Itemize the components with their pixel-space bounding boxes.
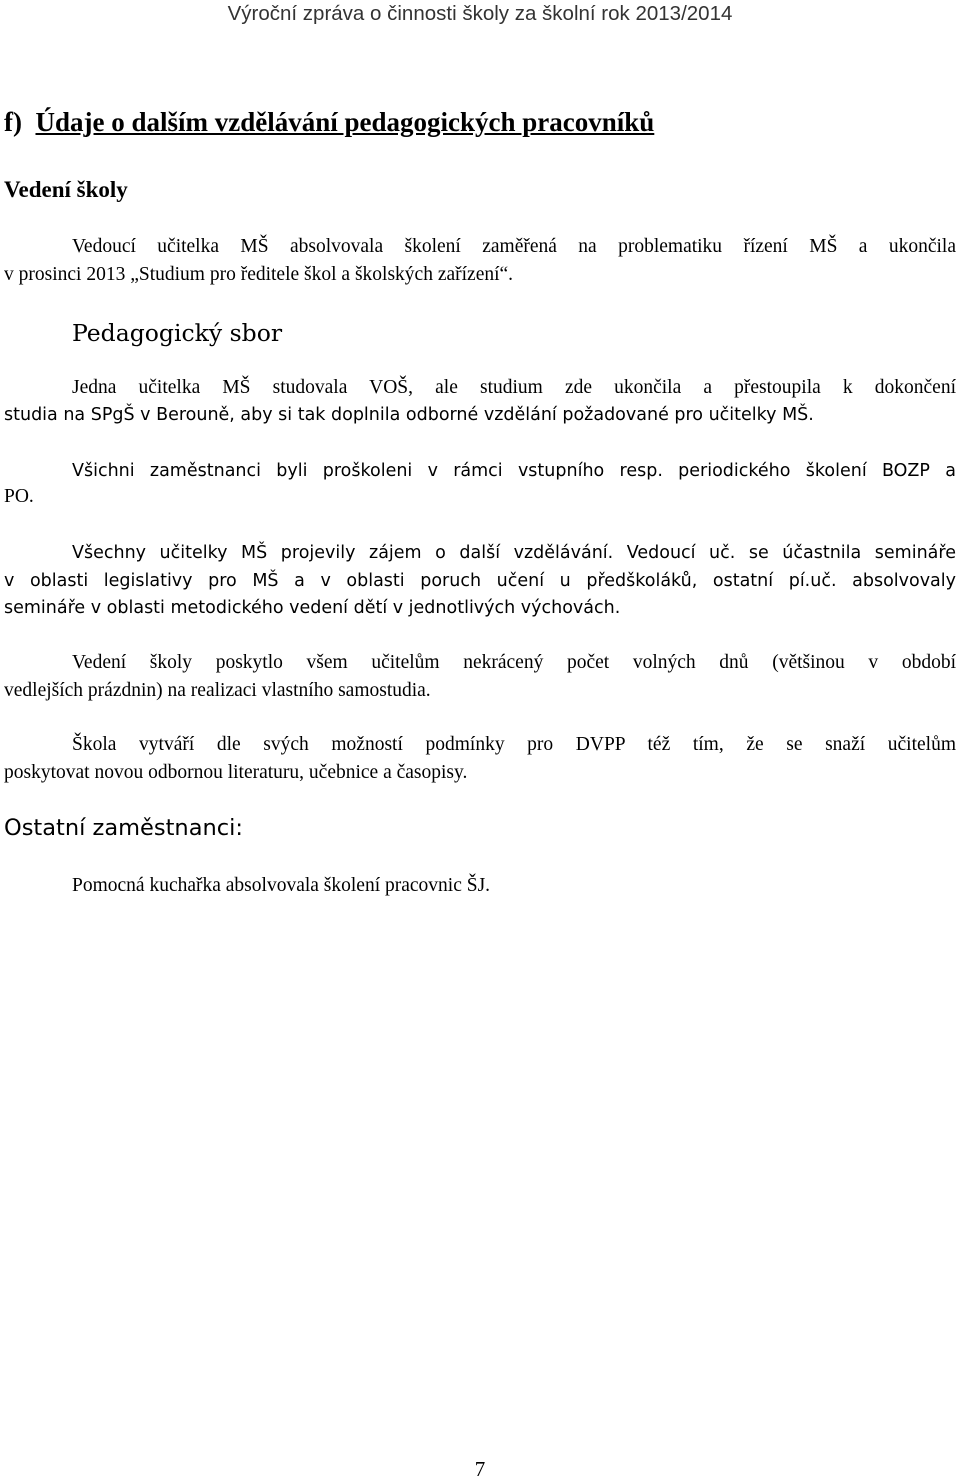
ostatni-line-1: Pomocná kuchařka absolvovala školení pracovnic ŠJ. <box>72 875 491 896</box>
sbor-p4-line-1: Vedení školy poskytlo všem učitelům nekrácený počet volných dnů (většinou v období <box>72 652 956 673</box>
sbor-paragraph-2 <box>4 458 956 486</box>
ostatni-heading: Ostatní zaměstnanci: <box>4 815 243 841</box>
section-prefix: f) <box>4 107 22 137</box>
page-number: 7 <box>474 1457 486 1481</box>
sbor-heading: Pedagogický sbor <box>72 319 283 347</box>
section-title-text: Údaje o dalším vzdělávání pedagogických pracovníků <box>35 107 655 137</box>
sbor-p5-line-2: poskytovat novou odbornou literaturu, učebnice a časopisy. <box>4 761 468 783</box>
vedeni-paragraph <box>4 233 956 288</box>
sbor-p1-line-2: studia na SPgŠ v Berouně, aby si tak doplnila odborné vzdělání požadované pro učitelky MŠ. <box>4 404 814 425</box>
sbor-p2-line-1: Všichni zaměstnanci byli proškoleni v rámci vstupního resp. periodického školení BOZP a <box>72 461 956 481</box>
vedeni-heading: Vedení školy <box>4 177 128 202</box>
sbor-paragraph-1 <box>4 374 956 429</box>
sbor-p4-line-2: vedlejších prázdnin) na realizaci vlastního samostudia. <box>4 679 431 701</box>
vedeni-line-1: Vedoucí učitelka MŠ absolvovala školení zaměřená na problematiku řízení MŠ a ukončila <box>72 236 956 257</box>
sbor-p3-line-2: v oblasti legislativy pro MŠ a v oblasti poruch učení u předškoláků, ostatní pí.uč. absolvovaly <box>4 570 956 591</box>
sbor-p2-line-2: PO. <box>4 486 34 507</box>
sbor-p5-line-1: Škola vytváří dle svých možností podmínky pro DVPP též tím, že se snaží učitelům <box>72 734 956 755</box>
sbor-p3-line-3: semináře v oblasti metodického vedení dětí v jednotlivých výchovách. <box>4 598 621 618</box>
sbor-paragraph-3 <box>4 540 956 623</box>
sbor-paragraph-4 <box>4 649 956 704</box>
document-header: Výroční zpráva o činnosti školy za školní rok 2013/2014 <box>227 2 733 25</box>
sbor-paragraph-5 <box>4 731 956 786</box>
section-title <box>4 107 654 138</box>
sbor-p3-line-1: Všechny učitelky MŠ projevily zájem o další vzdělávání. Vedoucí uč. se účastnila semináře <box>72 543 956 563</box>
vedeni-line-2: v prosinci 2013 „Studium pro ředitele škol a školských zařízení“. <box>4 263 514 285</box>
sbor-p1-line-1: Jedna učitelka MŠ studovala VOŠ, ale studium zde ukončila a přestoupila k dokončení <box>72 377 956 398</box>
